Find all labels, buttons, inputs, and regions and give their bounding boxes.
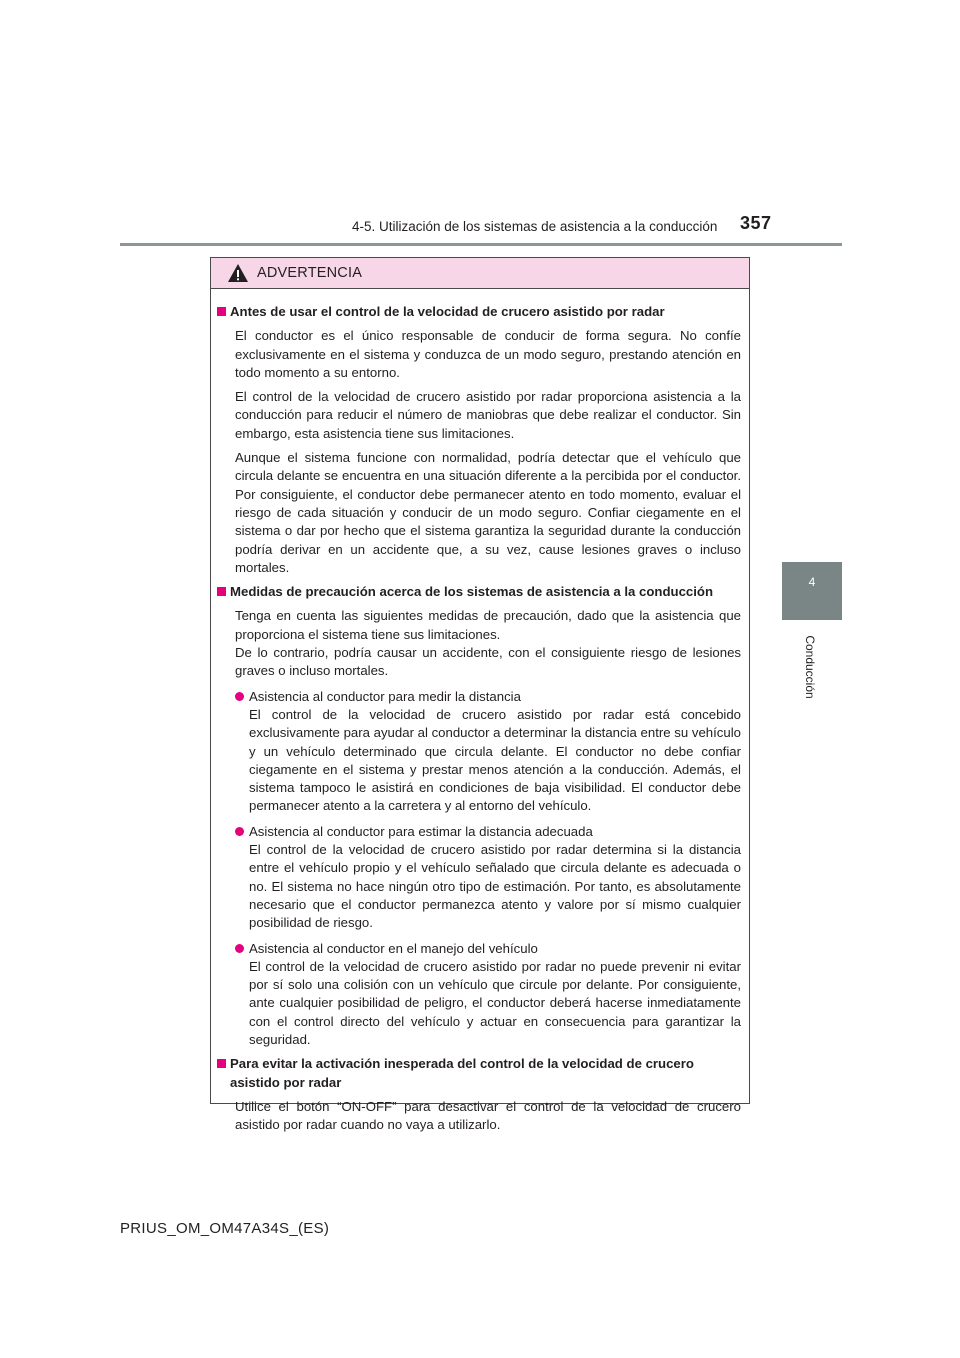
round-bullet-icon <box>235 944 244 953</box>
warning-body <box>211 289 749 1134</box>
chapter-tab[interactable] <box>782 562 842 620</box>
chapter-label: Conducción <box>803 635 817 699</box>
bullet-title: Asistencia al conductor en el manejo del vehículo <box>249 940 538 956</box>
warning-title: ADVERTENCIA <box>257 265 363 281</box>
bullet-title: Asistencia al conductor para estimar la distancia adecuada <box>249 823 593 839</box>
list-item <box>235 823 741 933</box>
paragraph: Utilice el botón “ON-OFF” para desactivar el control de la velocidad de crucero asistido por radar cuando no vaya a utilizarlo. <box>235 1098 741 1133</box>
paragraph: El conductor es el único responsable de conducir de forma segura. No confíe exclusivamente en el sistema y conduzca de un modo seguro, prestando atención en todo momento a su entorno. <box>235 328 741 380</box>
warning-header <box>211 258 749 289</box>
section-heading-1: Antes de usar el control de la velocidad de crucero asistido por radar <box>217 303 741 321</box>
warning-triangle-icon <box>227 263 249 283</box>
section-heading-2: Medidas de precaución acerca de los sistemas de asistencia a la conducción <box>217 583 741 601</box>
square-bullet-icon <box>217 587 226 596</box>
round-bullet-icon <box>235 827 244 836</box>
chapter-number: 4 <box>808 575 816 589</box>
page-number: 357 <box>740 213 772 233</box>
paragraph: Aunque el sistema funcione con normalidad, podría detectar que el vehículo que circula delante se encuentra en una situación diferente a la percibida por el conductor. Por consiguiente, el conductor debe permanecer atento en todo momento, evaluar el riesgo de cada situación y conducir de un modo seguro. Confiar ciegamente en el sistema o dar por hecho que el sistema garantiza la seguridad durante la conducción podría derivar en un accidente que, a su vez, cause lesiones graves o incluso mortales. <box>235 450 741 575</box>
list-item <box>235 688 741 816</box>
bullet-title: Asistencia al conductor para medir la distancia <box>249 688 521 704</box>
paragraph: El control de la velocidad de crucero asistido por radar proporciona asistencia a la conducción para reducir el número de maniobras que debe realizar el conductor. Sin embargo, esta asistencia tiene sus limitaciones. <box>235 389 741 441</box>
section-heading-3: Para evitar la activación inesperada del control de la velocidad de crucero asistido por radar <box>217 1055 741 1092</box>
square-bullet-icon <box>217 307 226 316</box>
list-item <box>235 940 741 1050</box>
bullet-text: El control de la velocidad de crucero asistido por radar no puede prevenir ni evitar por sí solo una colisión con un vehículo que circule por delante. Por consiguiente, ante cualquier posibilidad de peligro, el conductor deberá hacerse inmediatamente con el control directo del vehículo y actuar en consecuencia para garantizar la seguridad. <box>249 958 741 1047</box>
bullet-text: El control de la velocidad de crucero asistido por radar determina si la distancia entre el vehículo propio y el vehículo señalado que circula delante es adecuada o no. El sistema no hace ningún otro tipo de estimación. Por tanto, es absolutamente necesario que el conductor permanezca atento y valore por sí mismo cualquier posibilidad de riesgo. <box>249 842 741 931</box>
header-divider <box>120 243 842 246</box>
warning-box <box>210 257 750 1133</box>
paragraph: Tenga en cuenta las siguientes medidas de precaución, dado que la asistencia que proporciona el sistema tiene sus limitaciones. De lo contrario, podría causar un accidente, con el consiguiente riesgo de lesiones graves o incluso mortales. <box>235 608 741 679</box>
section-heading: 4-5. Utilización de los sistemas de asistencia a la conducción <box>352 219 718 234</box>
round-bullet-icon <box>235 692 244 701</box>
square-bullet-icon <box>217 1059 226 1068</box>
bullet-text: El control de la velocidad de crucero asistido por radar está concebido exclusivamente para ayudar al conductor a determinar la distancia entre su vehículo y un vehículo determinado que circula delante. El conductor no debe confiar ciegamente en el sistema y prestar menos atención a la conducción. Además, el sistema tampoco le asistirá en condiciones de baja visibilidad. El conductor debe permanecer atento a la carretera y al entorno del vehículo. <box>249 706 741 814</box>
document-code: PRIUS_OM_OM47A34S_(ES) <box>120 1220 330 1237</box>
